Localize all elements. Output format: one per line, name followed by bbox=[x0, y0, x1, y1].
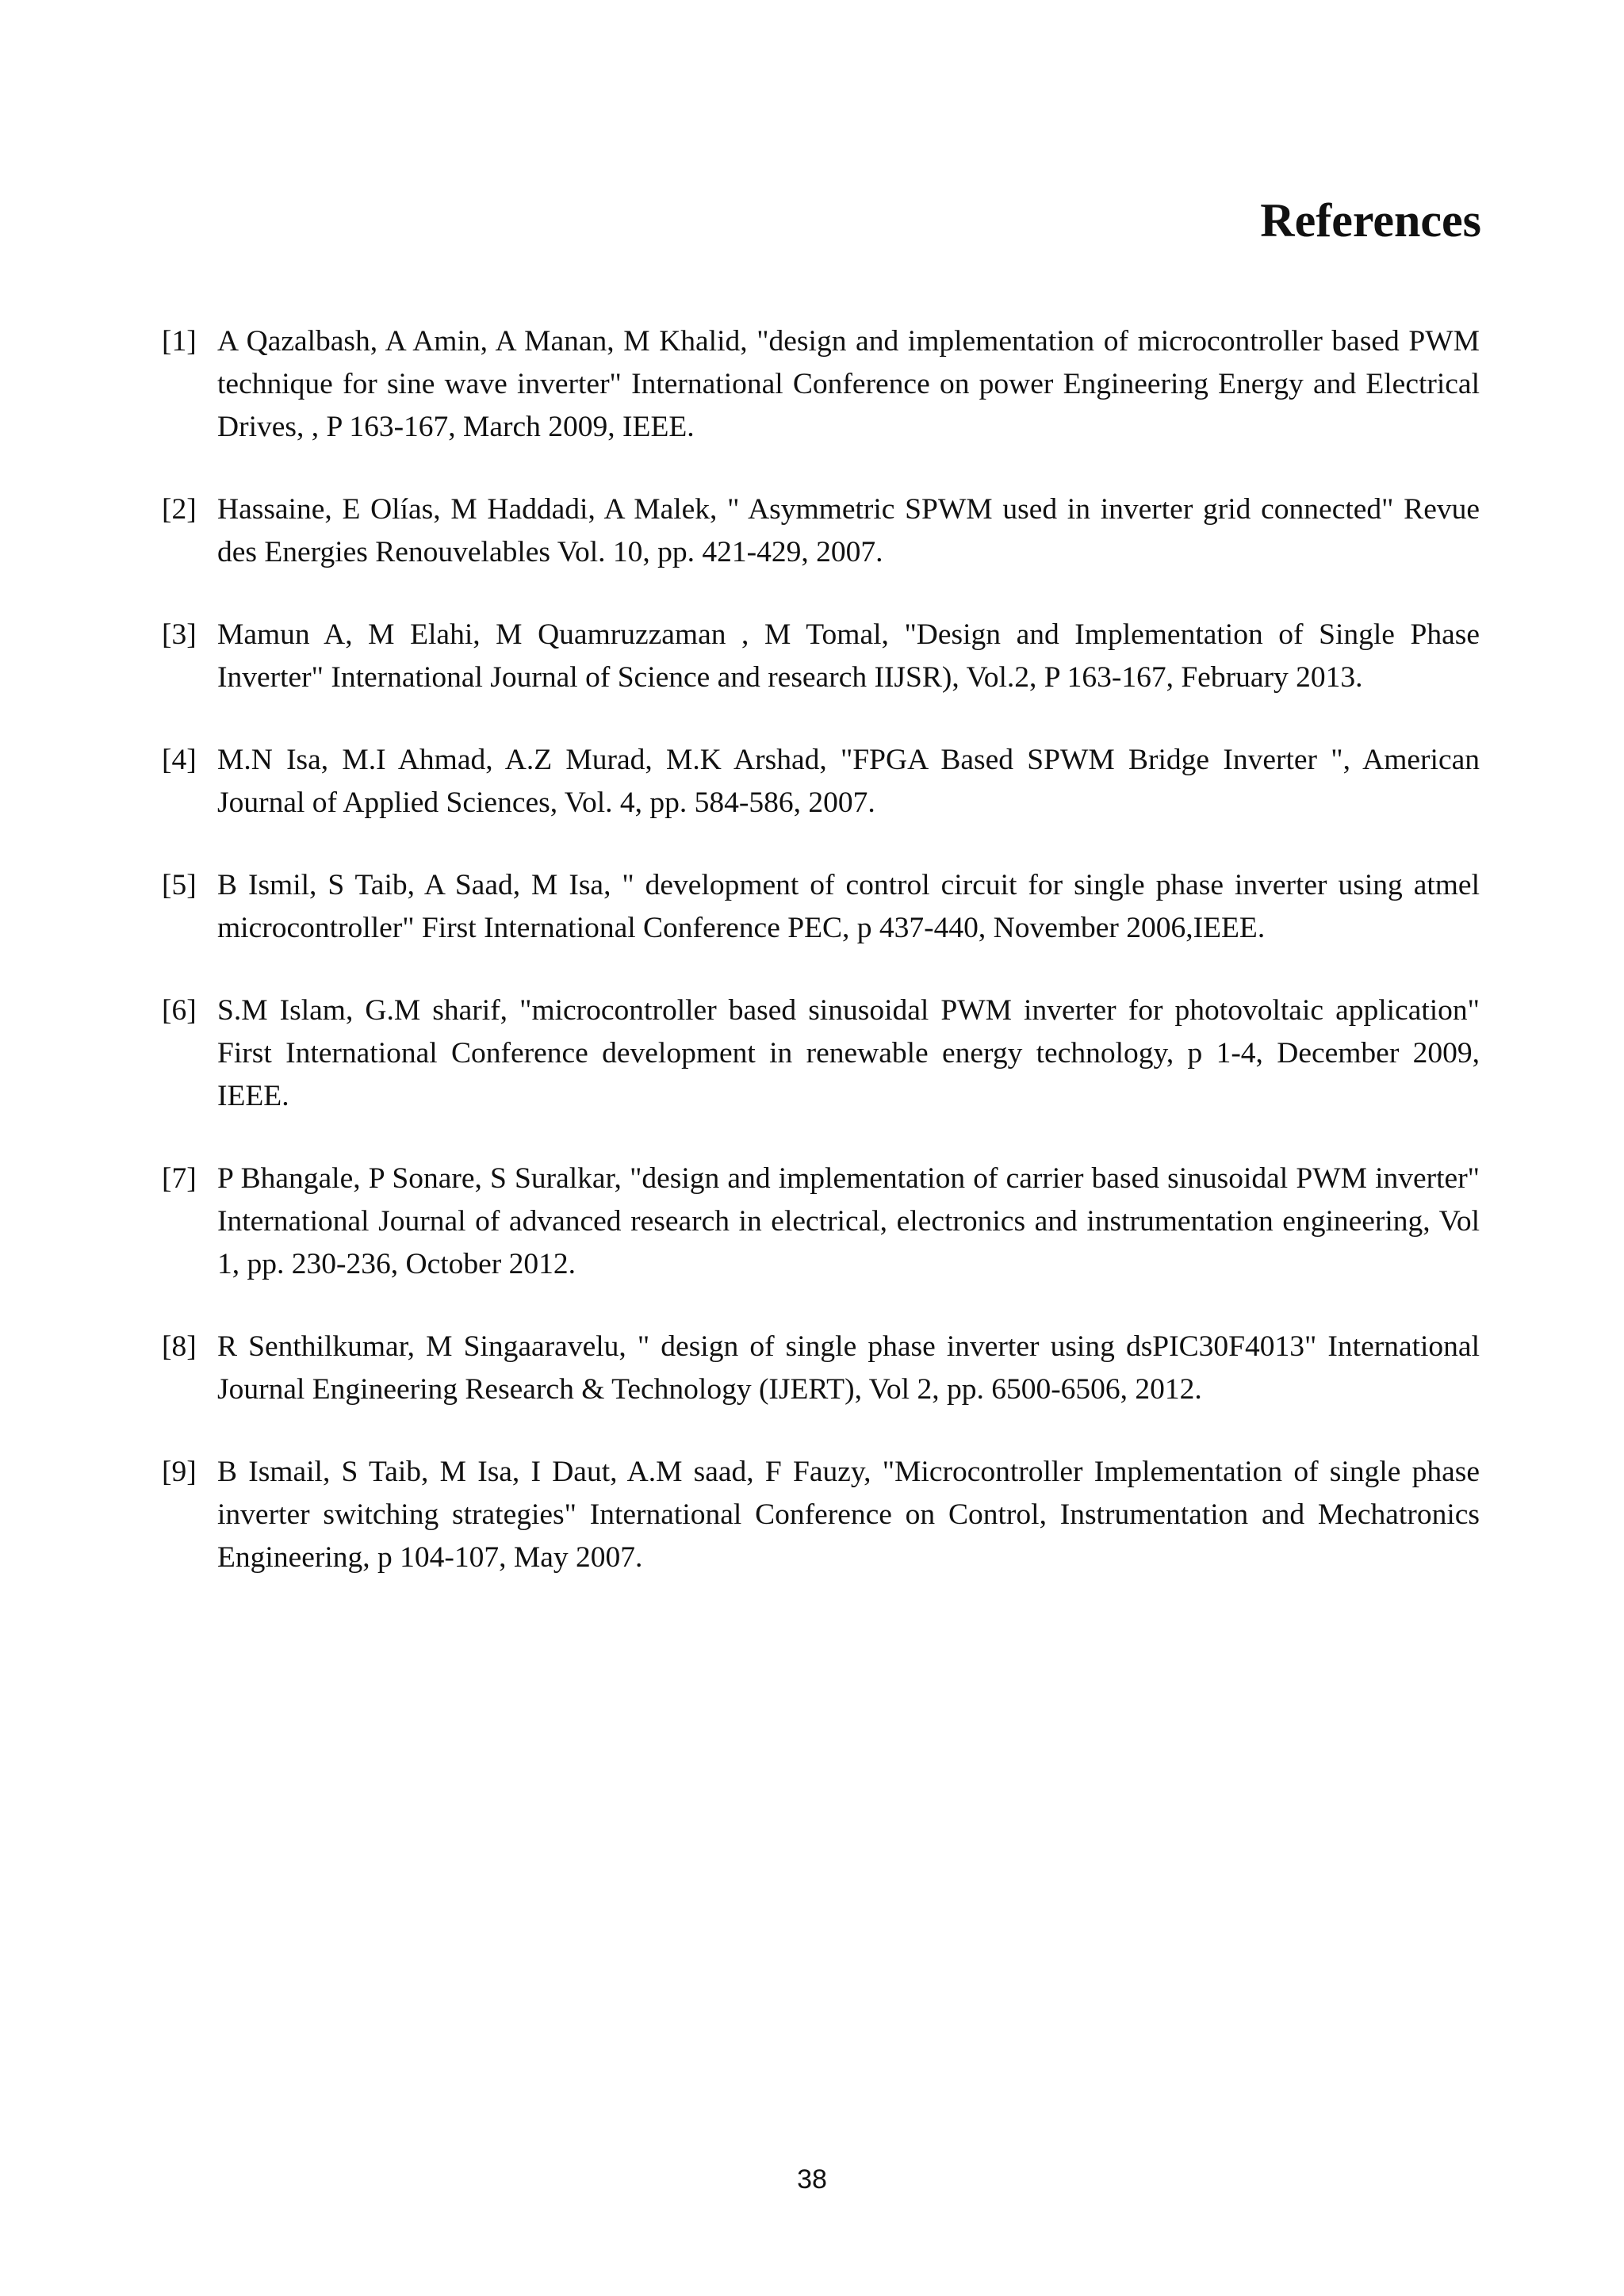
reference-item bbox=[162, 488, 1480, 574]
reference-list bbox=[162, 320, 1480, 1619]
reference-text: Mamun A, M Elahi, M Quamruzzaman , M Tomal, "Design and Implementation of Single Phase Inverter" International Journal of Science and research IIJSR), Vol.2, P 163-167, February 2013. bbox=[217, 618, 1480, 694]
reference-number: [5] bbox=[162, 869, 197, 901]
reference-number: [8] bbox=[162, 1330, 197, 1363]
reference-item bbox=[162, 1326, 1480, 1411]
reference-item bbox=[162, 989, 1480, 1118]
reference-text: Hassaine, E Olías, M Haddadi, A Malek, " Asymmetric SPWM used in inverter grid connected" Revue des Energies Renouvelables Vol. 10, pp. 421-429, 2007. bbox=[217, 493, 1480, 568]
reference-item bbox=[162, 1451, 1480, 1579]
reference-text: P Bhangale, P Sonare, S Suralkar, "design and implementation of carrier based sinusoidal PWM inverter" International Journal of advanced research in electrical, electronics and instrumentation engineering, Vol 1, pp. 230-236, October 2012. bbox=[217, 1162, 1480, 1280]
reference-text: B Ismil, S Taib, A Saad, M Isa, " development of control circuit for single phase inverter using atmel microcontroller" First International Conference PEC, p 437-440, November 2006,IEEE. bbox=[217, 869, 1480, 944]
reference-item bbox=[162, 1158, 1480, 1286]
reference-item bbox=[162, 739, 1480, 825]
reference-item bbox=[162, 614, 1480, 699]
page-title: References bbox=[1260, 194, 1481, 247]
reference-number: [2] bbox=[162, 493, 197, 526]
reference-item bbox=[162, 864, 1480, 950]
reference-number: [9] bbox=[162, 1456, 197, 1488]
reference-text: S.M Islam, G.M sharif, "microcontroller based sinusoidal PWM inverter for photovoltaic application" First International Conference development in renewable energy technology, p 1-4, December 2009, IEEE. bbox=[217, 994, 1480, 1112]
reference-text: A Qazalbash, A Amin, A Manan, M Khalid, "design and implementation of microcontroller based PWM technique for sine wave inverter" International Conference on power Engineering Energy and Electrical Drives, , P 163-167, March 2009, IEEE. bbox=[217, 325, 1480, 443]
reference-item bbox=[162, 320, 1480, 449]
reference-text: B Ismail, S Taib, M Isa, I Daut, A.M saad, F Fauzy, "Microcontroller Implementation of single phase inverter switching strategies" International Conference on Control, Instrumentation and Mechatronics Engineering, p 104-107, May 2007. bbox=[217, 1456, 1480, 1574]
reference-text: R Senthilkumar, M Singaaravelu, " design of single phase inverter using dsPIC30F4013" International Journal Engineering Research & Technology (IJERT), Vol 2, pp. 6500-6506, 2012. bbox=[217, 1330, 1480, 1406]
reference-number: [3] bbox=[162, 618, 197, 651]
page-number: 38 bbox=[797, 2164, 827, 2195]
reference-number: [4] bbox=[162, 744, 197, 776]
reference-number: [1] bbox=[162, 325, 197, 358]
reference-number: [6] bbox=[162, 994, 197, 1027]
reference-text: M.N Isa, M.I Ahmad, A.Z Murad, M.K Arshad, "FPGA Based SPWM Bridge Inverter ", American Journal of Applied Sciences, Vol. 4, pp. 584-586, 2007. bbox=[217, 744, 1480, 819]
reference-number: [7] bbox=[162, 1162, 197, 1195]
